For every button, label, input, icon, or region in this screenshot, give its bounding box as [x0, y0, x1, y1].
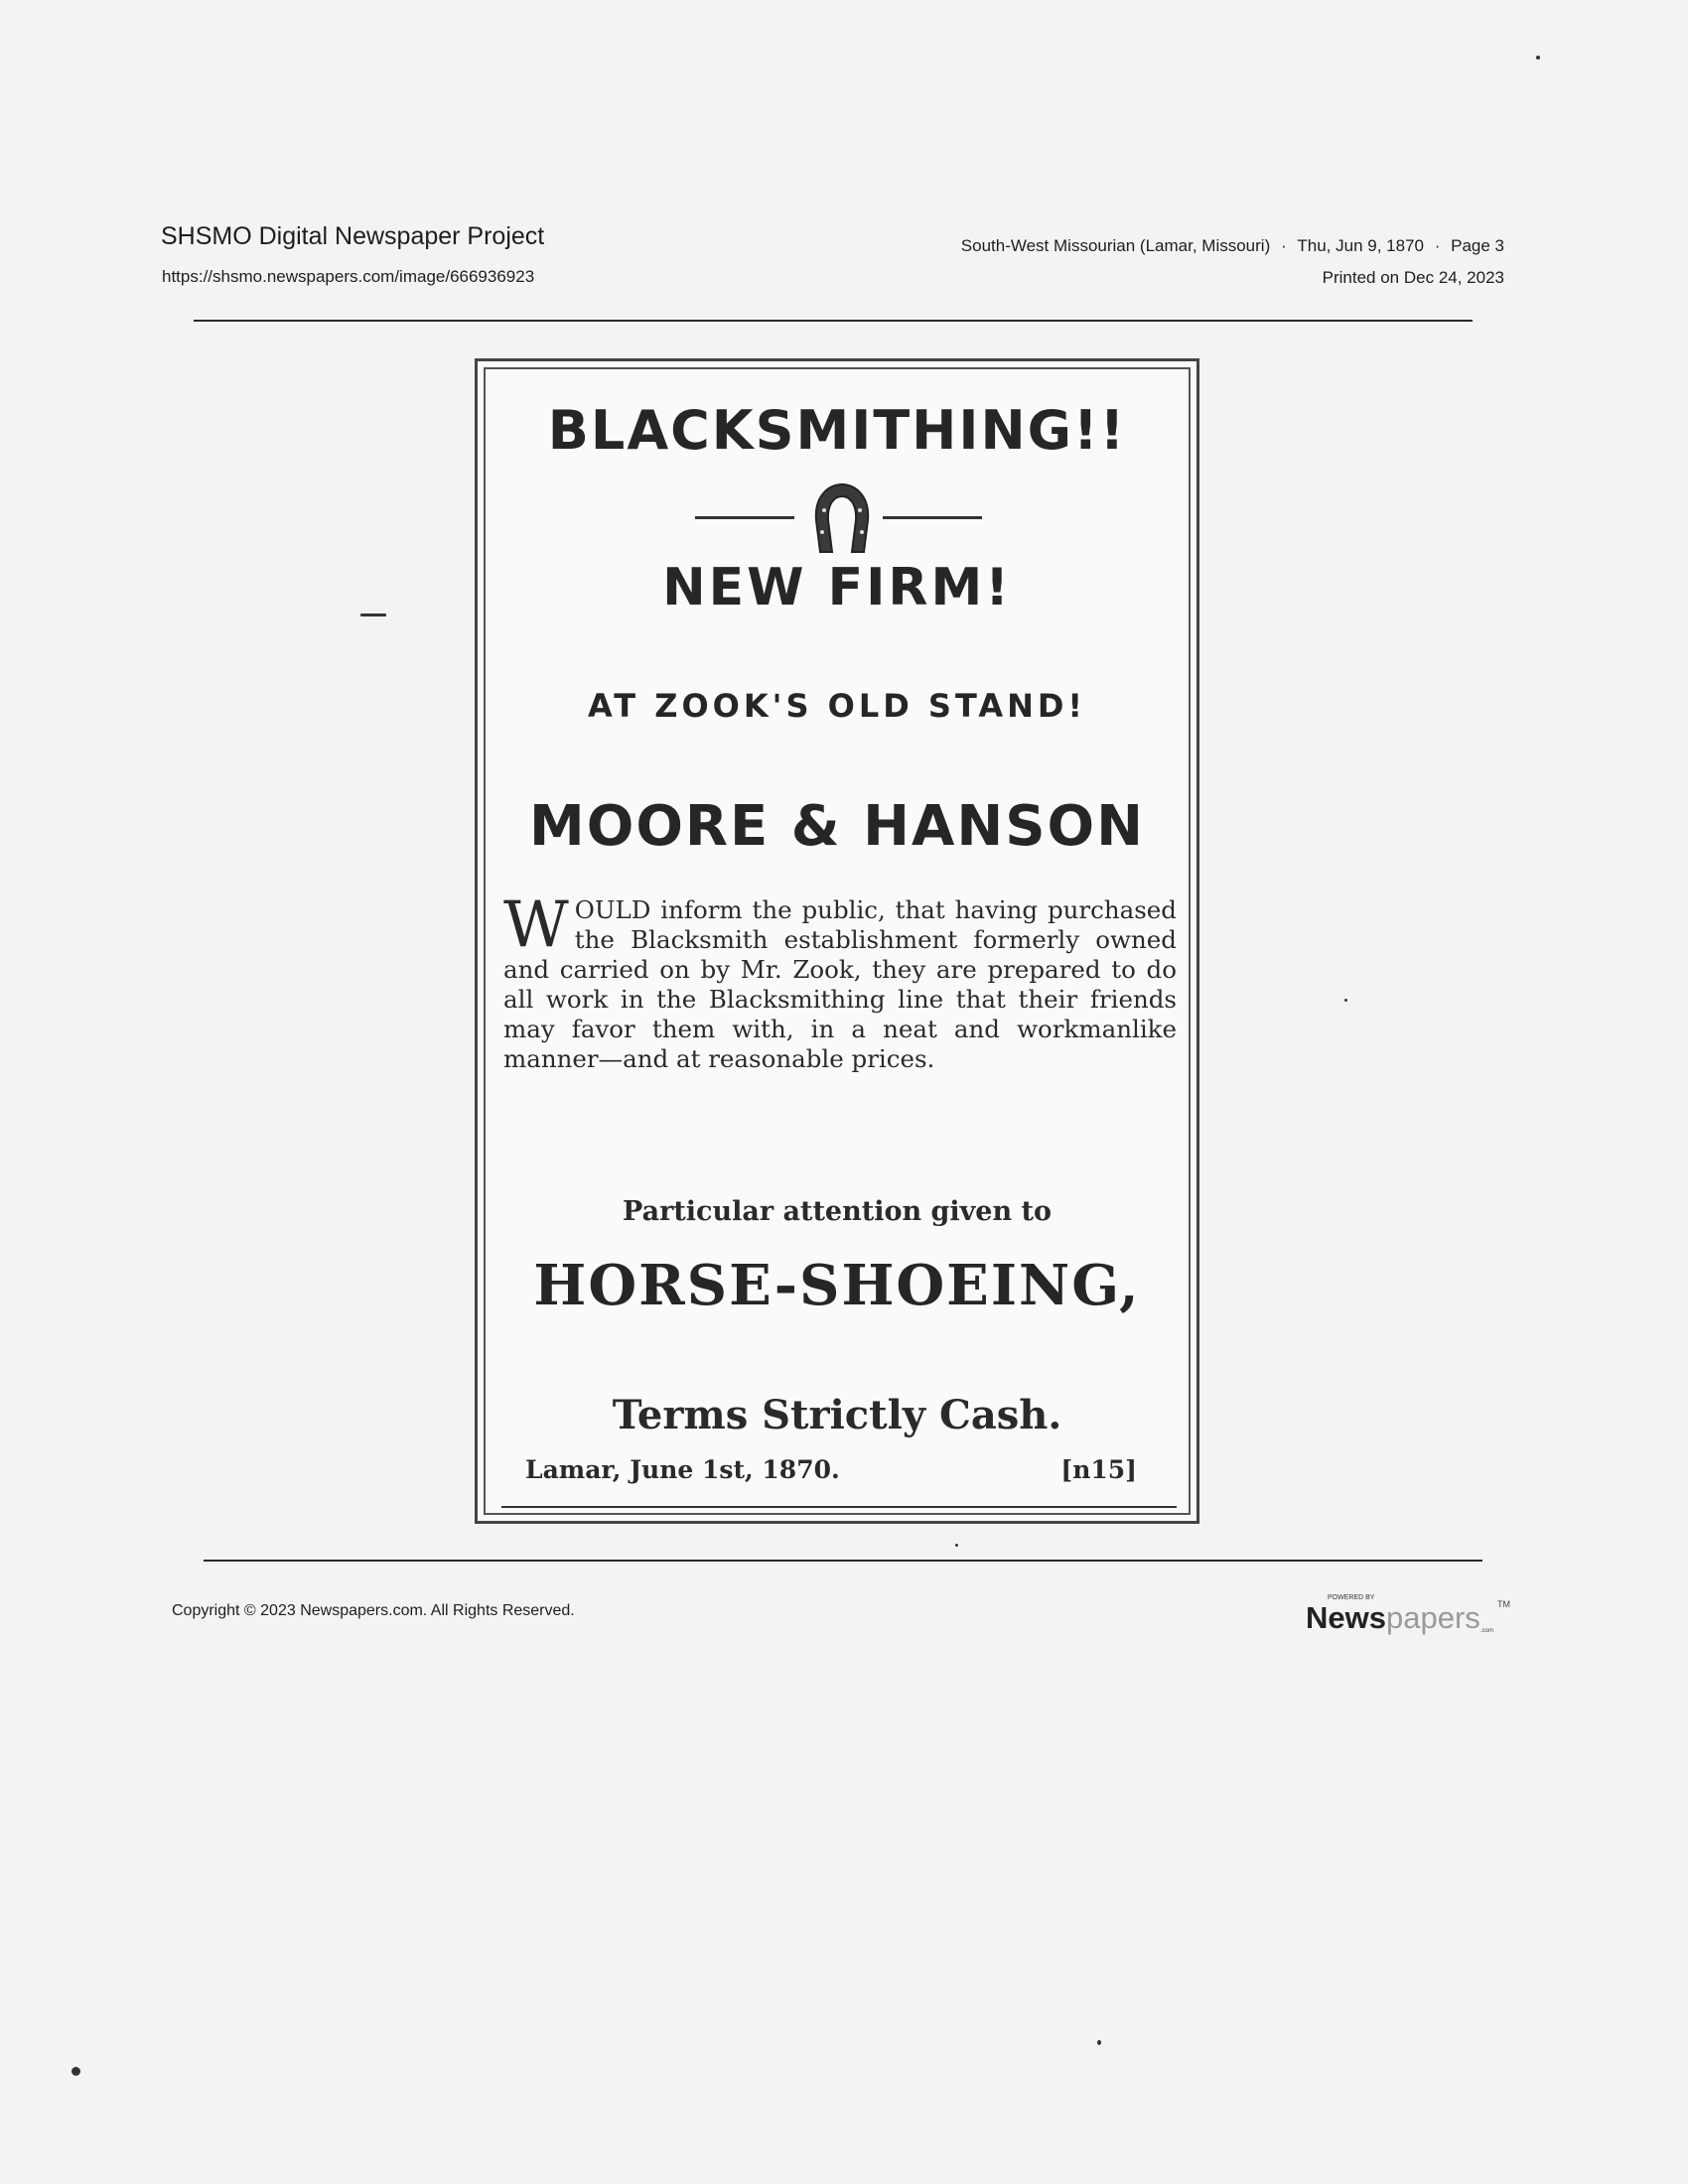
- publication-name: South-West Missourian (Lamar, Missouri): [960, 236, 1271, 255]
- scan-speck: [1097, 2040, 1101, 2045]
- footer-divider: [204, 1560, 1482, 1562]
- scan-speck: [71, 2067, 80, 2076]
- separator: ·: [1280, 236, 1287, 255]
- logo-trademark: TM: [1497, 1599, 1510, 1609]
- ad-code: [n15]: [1060, 1455, 1137, 1484]
- image-url[interactable]: https://shsmo.newspapers.com/image/666936923: [162, 267, 535, 286]
- separator: ·: [1434, 236, 1441, 255]
- logo-dotcom: .com: [1480, 1628, 1494, 1634]
- copyright-notice: Copyright © 2023 Newspapers.com. All Rights Reserved.: [172, 1602, 575, 1619]
- logo-papers: papers: [1385, 1600, 1480, 1635]
- ad-body-text: OULD inform the public, that having purchased the Blacksmith establishment formerly owned and carried on by Mr. Zook, they are prepared to do all work in the Blacksmithing line that their friends may favor them with, in a neat and workmanlike manner—and at reasonable prices.: [503, 895, 1177, 1073]
- clipping-bottom-rule: [501, 1506, 1177, 1508]
- logo-news: News: [1306, 1600, 1386, 1635]
- scan-speck: [1344, 999, 1347, 1002]
- ad-headline: BLACKSMITHING!!: [547, 399, 1127, 462]
- ad-dateline: Lamar, June 1st, 1870.: [525, 1455, 840, 1484]
- ad-attention: Particular attention given to: [623, 1196, 1052, 1227]
- clipping-border: [484, 367, 1191, 1515]
- page-number: Page 3: [1451, 236, 1504, 255]
- project-title: SHSMO Digital Newspaper Project: [161, 222, 545, 250]
- printed-date: Printed on Dec 24, 2023: [1322, 268, 1504, 287]
- logo-wordmark: [1306, 1600, 1480, 1636]
- scan-speck: [1536, 56, 1540, 60]
- advertisement: [495, 369, 1179, 1513]
- newspaper-clipping: [475, 358, 1199, 1524]
- scan-speck: [955, 1544, 958, 1547]
- ad-new-firm: NEW FIRM!: [662, 558, 1012, 617]
- drop-cap: W: [503, 888, 569, 962]
- logo-powered-by: POWERED BY: [1328, 1594, 1375, 1601]
- ad-specialty: HORSE-SHOEING,: [533, 1253, 1141, 1318]
- horseshoe-ornament: [495, 477, 1179, 556]
- ad-firm-name: MOORE & HANSON: [528, 794, 1146, 859]
- ornament-line-left: [695, 516, 794, 519]
- ad-terms: Terms Strictly Cash.: [612, 1392, 1062, 1438]
- ornament-line-right: [883, 516, 982, 519]
- ad-location: AT ZOOK'S OLD STAND!: [587, 687, 1087, 725]
- header-divider: [194, 320, 1473, 322]
- horseshoe-icon: [806, 480, 878, 556]
- publication-info: [961, 236, 1504, 288]
- scan-speck: [360, 614, 386, 616]
- ad-body: [503, 888, 1177, 1074]
- publication-date: Thu, Jun 9, 1870: [1297, 236, 1424, 255]
